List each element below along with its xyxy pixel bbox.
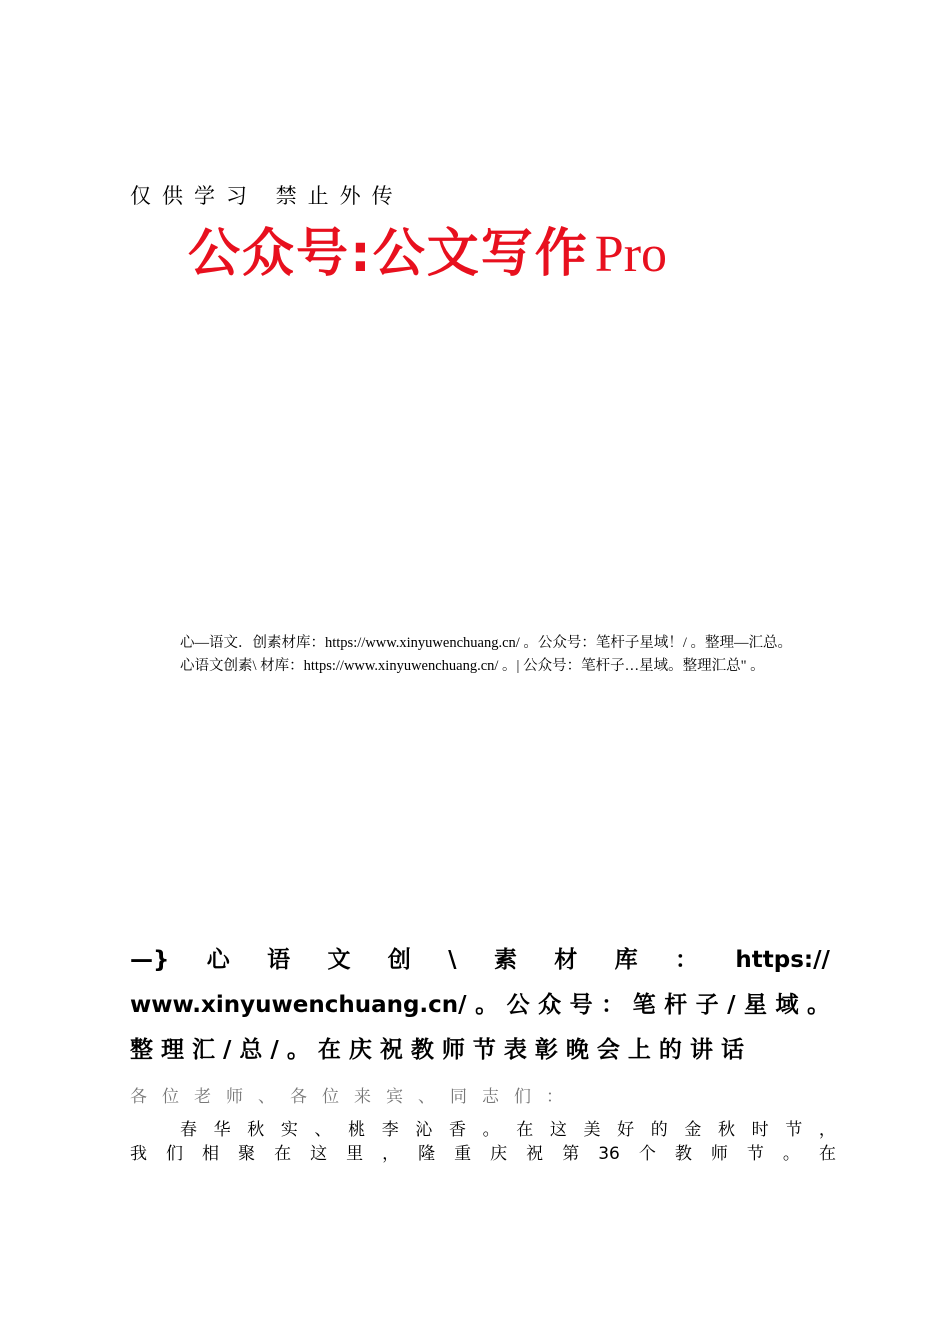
body-char: 重 xyxy=(454,1144,472,1164)
greeting-text: 各位老师、各位来宾、同志们： xyxy=(130,1087,578,1107)
body-char: 在 xyxy=(274,1144,292,1164)
body-char: 师 xyxy=(710,1144,728,1164)
body-char: 秋 xyxy=(247,1120,265,1140)
body-char: 李 xyxy=(381,1120,399,1140)
body-char: 时 xyxy=(751,1120,769,1140)
heading-token: 公 xyxy=(506,992,530,1018)
heading-token: 语 xyxy=(267,947,291,973)
body-char: 节 xyxy=(785,1120,803,1140)
brand-title-en: Pro xyxy=(594,226,668,283)
heading-token: 域 xyxy=(775,992,799,1018)
heading-line-2 xyxy=(130,983,830,1028)
body-char: ， xyxy=(382,1144,400,1164)
heading-line-1 xyxy=(130,938,830,983)
heading-token: 文 xyxy=(327,947,351,973)
notice-text: 仅供学习 禁止外传 xyxy=(130,184,404,208)
body-char: 。 xyxy=(782,1144,800,1164)
body-char: 个 xyxy=(638,1144,656,1164)
heading-token: 创 xyxy=(387,947,411,973)
body-char: 祝 xyxy=(526,1144,544,1164)
body-char: 、 xyxy=(314,1120,332,1140)
body-char: 在 xyxy=(818,1144,836,1164)
body-char: 节 xyxy=(746,1144,764,1164)
body-char: 实 xyxy=(280,1120,298,1140)
body-row-1 xyxy=(130,1118,836,1142)
body-char: 金 xyxy=(684,1120,702,1140)
body-char: 沁 xyxy=(415,1120,433,1140)
body-char: 隆 xyxy=(418,1144,436,1164)
heading-token: 笔 xyxy=(632,992,656,1018)
body-char: 春 xyxy=(180,1120,197,1140)
heading-token: 众 xyxy=(538,992,562,1018)
heading-token: / xyxy=(727,992,736,1018)
heading-token: www.xinyuwenchuang.cn/ xyxy=(130,992,467,1018)
body-char: 36 xyxy=(598,1144,620,1164)
body-char: 聚 xyxy=(238,1144,256,1164)
heading-token: https:// xyxy=(735,947,830,973)
brand-title-cn: 公众号:公文写作 xyxy=(188,224,589,284)
body-char: 好 xyxy=(617,1120,635,1140)
body-char: 秋 xyxy=(718,1120,735,1140)
body-char: 这 xyxy=(310,1144,328,1164)
heading-token: 号 xyxy=(569,992,593,1018)
heading-token: 材 xyxy=(554,947,578,973)
body-row-2 xyxy=(130,1142,836,1166)
body-char: 香 xyxy=(449,1120,466,1140)
heading-token: 心 xyxy=(206,947,230,973)
heading-token: 。 xyxy=(475,992,499,1018)
body-char: 这 xyxy=(549,1120,567,1140)
document-heading xyxy=(130,938,830,1073)
body-char: ， xyxy=(818,1120,836,1140)
source-line-1: 心—语文．创素材库：https://www.xinyuwenchuang.cn/ 。公众号：笔杆子星域！/ 。整理—汇总。 xyxy=(180,635,793,651)
body-char: 第 xyxy=(562,1144,580,1164)
body-char: 庆 xyxy=(490,1144,508,1164)
brand-banner xyxy=(188,224,668,284)
heading-token: ： xyxy=(675,947,699,973)
heading-token: 库 xyxy=(614,947,638,973)
body-char: 相 xyxy=(202,1144,220,1164)
heading-token: 杆 xyxy=(664,992,688,1018)
heading-token: ： xyxy=(601,992,625,1018)
source-line-2: 心语文创素\ 材库：https://www.xinyuwenchuang.cn/ 。| 公众号：笔杆子…星域。整理汇总" 。 xyxy=(180,658,765,674)
heading-token: 子 xyxy=(695,992,719,1018)
body-char: 里 xyxy=(346,1144,364,1164)
heading-token: 星 xyxy=(743,992,767,1018)
heading-line-3 xyxy=(130,1028,830,1073)
body-char: 桃 xyxy=(348,1120,366,1140)
body-char: 。 xyxy=(482,1120,500,1140)
body-char: 我 xyxy=(130,1144,147,1164)
body-char: 在 xyxy=(516,1120,534,1140)
heading-token: 。 xyxy=(806,992,830,1018)
body-paragraph xyxy=(130,1118,836,1166)
heading-title: 整 理 汇 / 总 / 。 在 庆 祝 教 师 节 表 彰 晚 会 上 的 讲 话 xyxy=(130,1037,744,1063)
source-info xyxy=(130,632,830,678)
body-char: 华 xyxy=(213,1120,231,1140)
heading-token: \ xyxy=(448,947,457,973)
body-char: 教 xyxy=(674,1144,692,1164)
body-char: 美 xyxy=(583,1120,601,1140)
heading-token: 素 xyxy=(493,947,517,973)
body-char: 们 xyxy=(166,1144,184,1164)
body-char: 的 xyxy=(650,1120,668,1140)
heading-token: —} xyxy=(130,947,170,973)
